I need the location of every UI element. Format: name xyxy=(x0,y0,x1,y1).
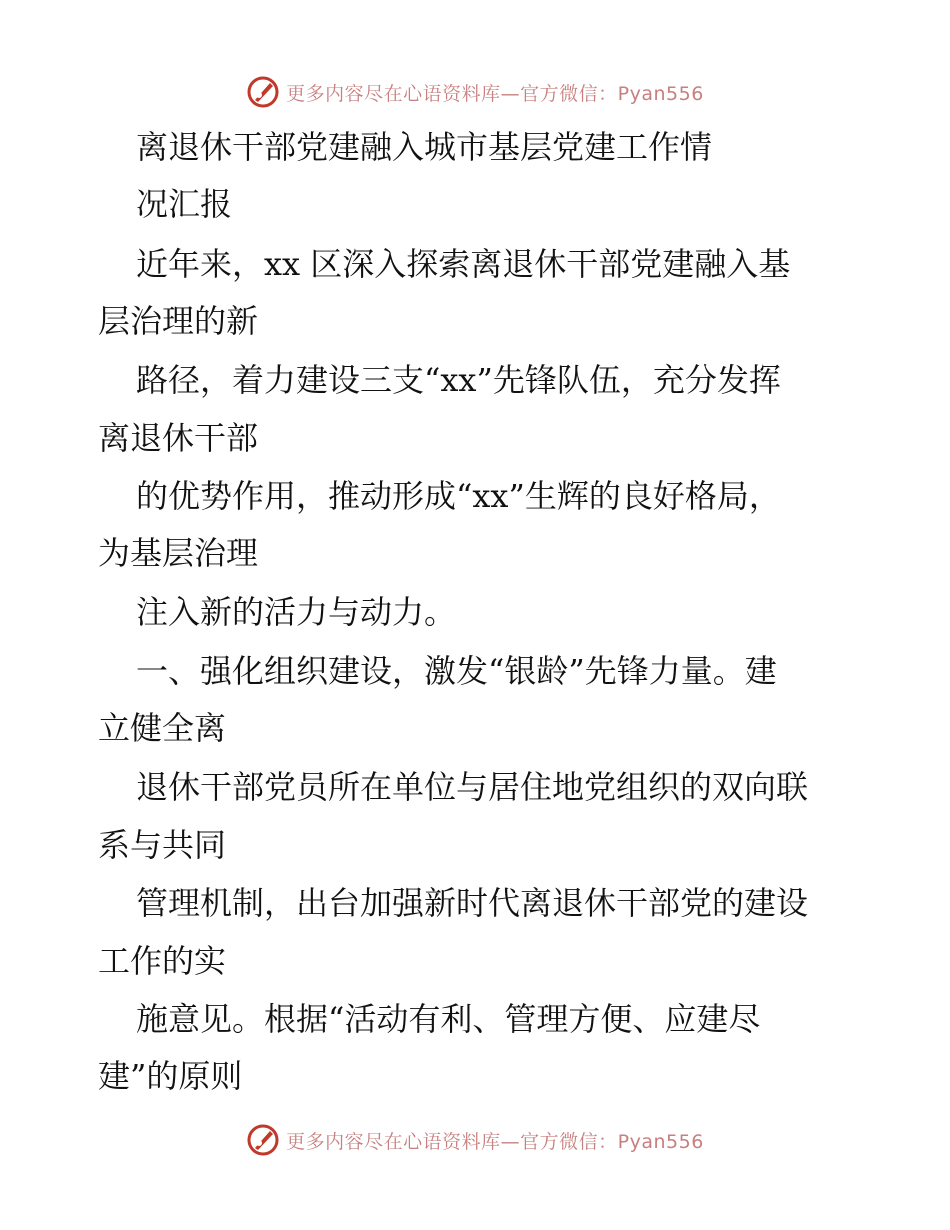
text-line: 施意见。根据“活动有利、管理方便、应建尽 xyxy=(136,1000,761,1038)
watermark-text: 更多内容尽在心语资料库—官方微信：Pyan556 xyxy=(286,82,704,105)
logo-icon xyxy=(246,75,280,109)
text-line: 为基层治理 xyxy=(98,534,259,572)
text-line: 一、强化组织建设，激发“银龄”先锋力量。建 xyxy=(136,652,777,690)
text-line: 退休干部党员所在单位与居住地党组织的双向联 xyxy=(136,768,809,806)
text-line: 注入新的活力与动力。 xyxy=(136,593,457,631)
text-line: 工作的实 xyxy=(98,942,227,980)
text-line: 路径，着力建设三支“xx”先锋队伍，充分发挥 xyxy=(136,361,781,399)
text-line: 离退休干部 xyxy=(98,419,259,457)
header-watermark xyxy=(0,70,950,114)
text-line: 建”的原则 xyxy=(98,1057,243,1095)
watermark-text: 更多内容尽在心语资料库—官方微信：Pyan556 xyxy=(286,1130,704,1153)
text-line: 立健全离 xyxy=(98,709,227,747)
logo-icon xyxy=(246,1123,280,1157)
footer-watermark xyxy=(0,1118,950,1162)
text-line: 系与共同 xyxy=(98,826,227,864)
text-line: 管理机制，出台加强新时代离退休干部党的建设 xyxy=(136,884,809,922)
text-line: 层治理的新 xyxy=(98,302,259,340)
text-line: 的优势作用，推动形成“xx”生辉的良好格局， xyxy=(136,477,781,515)
text-line: 近年来，xx 区深入探索离退休干部党建融入基 xyxy=(136,245,791,283)
text-line: 况汇报 xyxy=(136,185,233,223)
text-line: 离退休干部党建融入城市基层党建工作情 xyxy=(136,128,713,166)
